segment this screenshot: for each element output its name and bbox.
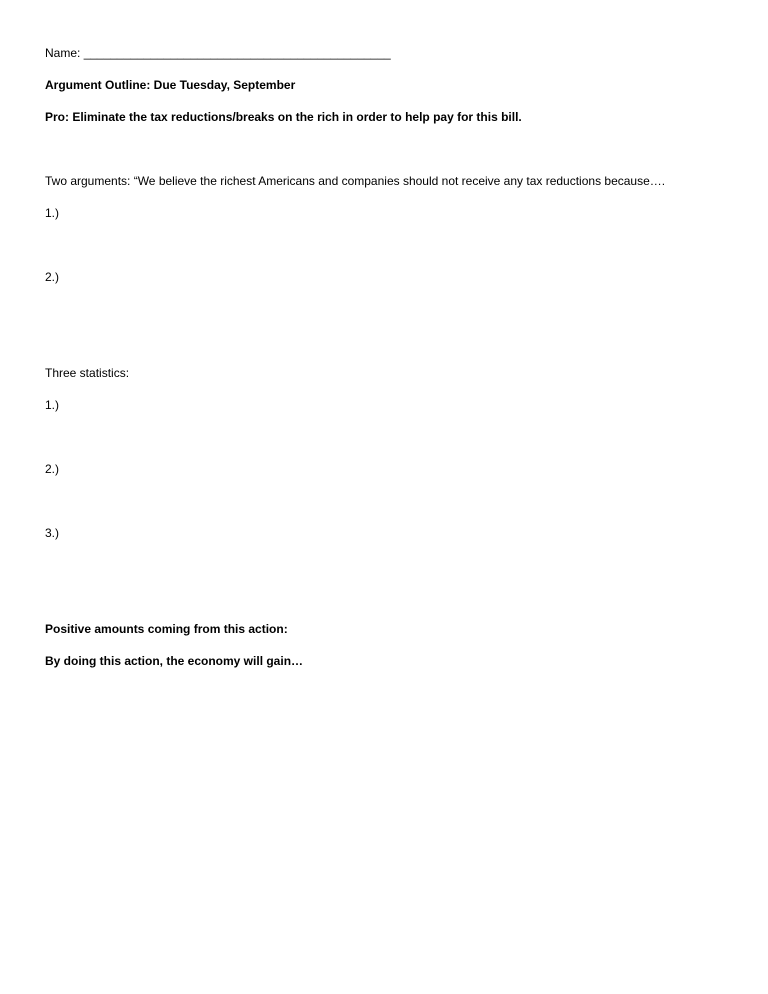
pro-statement: Pro: Eliminate the tax reductions/breaks on the rich in order to help pay for this bill.	[45, 110, 522, 124]
positive-amounts-heading: Positive amounts coming from this action:	[45, 622, 288, 636]
assignment-header: Argument Outline: Due Tuesday, September	[45, 78, 296, 92]
statistic-item-1: 1.)	[45, 398, 60, 412]
name-label: Name:	[45, 46, 81, 60]
statistic-item-2: 2.)	[45, 462, 60, 476]
economy-gain-prompt: By doing this action, the economy will gain…	[45, 654, 304, 668]
name-line	[45, 45, 391, 61]
argument-item-2: 2.)	[45, 270, 60, 284]
statistic-item-3: 3.)	[45, 526, 60, 540]
name-blank: ______________________________________________	[83, 46, 391, 60]
three-statistics-heading: Three statistics:	[45, 366, 130, 380]
argument-item-1: 1.)	[45, 206, 60, 220]
two-arguments-intro: Two arguments: “We believe the richest Americans and companies should not receive any tax reductions because….	[45, 174, 666, 188]
